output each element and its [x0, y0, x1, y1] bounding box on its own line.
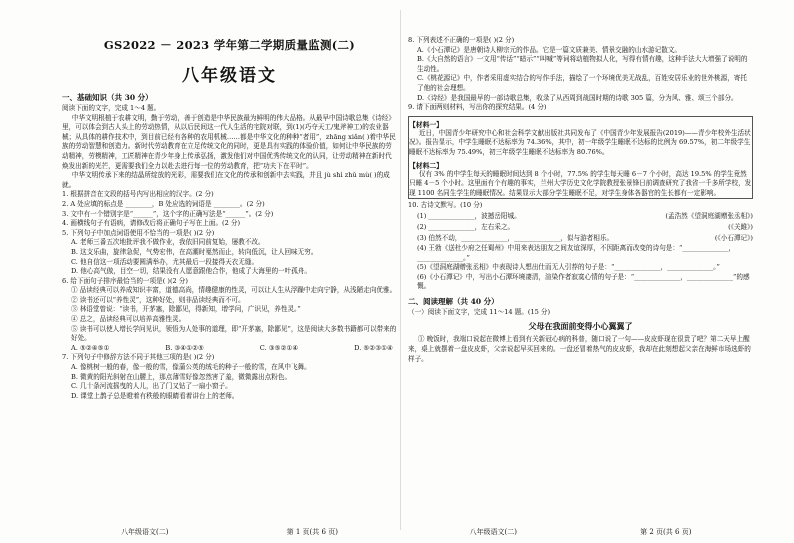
- story-title: 父母在我面前变得小心翼翼了: [528, 321, 633, 332]
- option-d: D. 课堂上鹊子总是瞪着有秩般的眼睛看着讲台上的老师。: [71, 391, 239, 400]
- fill-text: (3) 伯然不动，______________，______________，似与游者相乐。: [417, 233, 614, 242]
- material-2-text: 仅有 3% 的中学生每天的睡眠时间达到 8 个小时，77.5% 的学生每天睡 6－7 个小时，高达 19.5% 的学生竟然只睡 4－5 个小时。这里面有个有趣的事实，兰州大学历史文化学院教授张景锋日前调查研究了我省一千多所学校，发现 1100 名同生学生的睡眠情况。结果显示大部分学生睡眠不足，对学生身体各器官的生长都有一定影响。: [409, 169, 752, 197]
- subject-title: 八年级语文: [182, 66, 277, 86]
- page-1: [62, 0, 397, 543]
- passage-paragraph: 中华文明传承下来的结晶所绽放的光彩，需要我们在文化的传承和创新中去实践，并且 jù shì zhǔ mù( )的成就。: [62, 171, 390, 189]
- question-1: 1. 根据拼音在文段的括号内写出相应的汉字。(2 分): [62, 190, 214, 199]
- question-6: 6. 给下面句子排序最恰当的一项是( )(2 分): [62, 276, 188, 285]
- question-7: 7. 下列句子中修辞方法不同于其他三项的是( )(2 分): [62, 353, 215, 362]
- option-d: D. 他心高气傲，目空一切，结果没有人愿意跟他合作，他成了大海里的一叶孤舟。: [71, 267, 312, 276]
- option-b: B.《大自然的语言》一文用“传话”“暗示”“叫喊”等词将动植物拟人化，写得有情有趣，这种手法大大增强了说明的生动性。: [417, 55, 748, 73]
- poem-fill-line: [408, 211, 753, 222]
- column-divider: [400, 10, 401, 530]
- fill-text: (2) ______________，左右采之。: [417, 222, 515, 231]
- material-box: [408, 116, 753, 200]
- question-6-options: [62, 344, 397, 354]
- sentence-item: ① 品读经典可以养成知识丰富，道德高尚，情趣健康的性灵，可以让人生从浮躁中走向宁静，从浅陋走向优雅。: [71, 286, 397, 295]
- poem-fill-line: (6)《小石潭记》中，写出小石潭环境凄清，渲染作者寂寞心情的句子是：“______________，______________”的感慨。: [417, 272, 750, 291]
- footer-subject: 八年级语文(二): [469, 528, 518, 536]
- footer-page-number: 第 1 页(共 6 页): [286, 528, 338, 536]
- option-b: B. 这支乐曲，旋律急促，气势宏伟，在高潮时戛然而止，转向低沉，让人回味无穷。: [71, 247, 318, 256]
- story-paragraph: ① 晚饭时，我端口说起在微博上看到有关新冠心病的科普，随口说了一句——皮皮虾现在很贵了吧？第二天早上醒来，桌上就摆着一盘皮皮虾，父亲说起早买回来的。一盘还冒着热气的皮皮虾，我却在此刻想起父亲在海鲜市场选虾的样子。: [408, 335, 751, 363]
- fill-source: (《关雎》): [728, 222, 753, 231]
- sentence-item: ④ 总之，品读经典可以培养高雅性灵。: [71, 315, 186, 324]
- fill-source: (《小石潭记》): [714, 233, 753, 242]
- passage-paragraph: 中华文明根植于农耕文明，勤于劳动，善于创造是中华民族最为鲜明的伟大品格。从最早中国诗歌总集《诗经》里，可以体会到古人头上的劳动热情，从以后民间这一代人生活的宅院对联，到(1)(巧夺天工/鬼斧神工)的农业器械；从具体的耕作技术中，到目前已经有各种的农用机械……都是中华文化的种种“者用”，zhāng xiǎn( )着中华民族的劳动智慧和创造力。新时代劳动教育在立足传统文化的同时，更是具有实践的体验价值，如何让中华民族的劳动精神，劳模精神，工匠精神在青少年身上传承弘扬，激发他们对中国优秀传统文化的认同，让劳动精神在新时代焕发出新的光芒，更需要我们全力以赴去进行每一位的劳动教育，把“功夫下在平时”。: [62, 113, 396, 170]
- option-b: B. ③④①②⑤: [165, 343, 204, 352]
- option-c: C.《桃花源记》中，作者采用虚实结合的写作手法，描绘了一个环境优美无战乱，百姓安居乐业的世外桃源，寄托了他的社会理想。: [417, 74, 747, 92]
- option-a: A. 老师三番五次地批评我不做作业，我依旧同前复始，屡教不改。: [71, 238, 265, 247]
- poem-fill-line: (4) 王勃《送杜少府之任蜀州》中用来表达朋友之间友谊深厚，不因距离而改变的诗句是：“______________，______________。”: [417, 243, 736, 262]
- material-1-text: 近日，中国青少年研究中心和社会科学文献出版社共同发布了《中国青少年发展报告(2019)——青少年校外生活状况》。报告显示，中学生睡眠不达标率为 74.36%，其中，初一年级学生睡眠不达标的比例为 69.57%，初二年级学生睡眠不达标率为 75.49%，初三年级学生睡眠不达标率为 80.76%。: [409, 128, 751, 156]
- poem-fill-line: [408, 233, 753, 244]
- section-basic-knowledge: 一、基础知识（共 30 分）: [62, 93, 153, 102]
- option-a: A. 像桃树一般的春，像一般的雪，像蒲公英的绒毛的种子一般的雪，在风中飞舞。: [71, 363, 311, 372]
- option-c: C. 几十条河流摇曳的人儿，出了门又钻了一扇小窗子。: [71, 382, 232, 391]
- question-10: 10. 古诗文默写。(10 分): [408, 201, 483, 210]
- reading-instruction: （一）阅读下面文字，完成 11～14 题。(15 分): [408, 307, 551, 316]
- question-8: 8. 下列表述不正确的一项是( )(2 分): [408, 36, 515, 44]
- material-2-title: 【材料二】: [409, 161, 443, 170]
- option-c: C. 他自信这一项活动要圆满举办，尤其最后一段接得天衣无缝。: [71, 257, 259, 266]
- question-2: 2. A 处应填的标点是 ________，B 处应选的词语是 ________。(2 分): [62, 199, 265, 208]
- question-9: 9. 请下面两则材料，写出你的探究结果。(4 分): [408, 103, 547, 112]
- footer-page-number: 第 2 页(共 6 页): [640, 528, 692, 536]
- option-a: A. ⑤②④⑤①: [71, 343, 110, 352]
- exam-title: GS2022 － 2023 学年第二学期质量监测(二): [103, 38, 356, 52]
- page-footer: [62, 527, 397, 537]
- sentence-item: ② 读书还可以“养性灵”，这种好处，则非品读经典而不可。: [71, 295, 245, 304]
- page-footer: [408, 527, 753, 537]
- reading-instruction: 阅读下面的文字，完成 1～4 题。: [62, 104, 161, 112]
- section-reading: 二、阅读理解（共 40 分）: [408, 296, 499, 306]
- poem-fill-line: [408, 222, 753, 233]
- option-b: B. 微黄的阳光斜射在山腰上，那点薄雪好像忽然害了羞，微微露出点粉色。: [71, 372, 292, 381]
- option-a: A.《小石潭记》是唐朝诗人柳宗元的作品。它是一篇文质兼美、情景交融的山水游记散文。: [417, 45, 682, 54]
- option-d: D.《诗经》是我国最早的一部诗歌总集，收录了从西周到战国时期的诗歌 305 篇，分为风、雅、颂三个部分。: [417, 93, 738, 102]
- material-1-title: 【材料一】: [409, 120, 443, 129]
- question-4: 4. 画横线句子有语病，请修改后将正确句子写在上面。(2 分): [62, 219, 241, 228]
- question-5: 5. 下列句子中加点词语使用不恰当的一项是( )(2 分): [62, 228, 215, 237]
- sentence-item: ③ 林语堂曾说：“读书，开茅塞，除鄙见，得新知，增学问，广识见，养性灵。”: [71, 305, 301, 314]
- option-d: D. ⑤②③①④: [354, 343, 393, 352]
- option-c: C. ③⑤②①④: [259, 343, 299, 352]
- sentence-item: ⑤ 读书可以使人增长学问见识，领悟为人处事的道理，即“开茅塞，除鄙见”，这是阅读大多数书籍都可以带来的好处。: [71, 324, 397, 343]
- fill-source: (孟浩然《望洞庭湖赠张丞相》): [665, 211, 753, 220]
- poem-fill-line: (5)《望洞庭湖赠张丞相》中表现诗人想出仕而无人引荐的句子是：“______________，______________。”: [417, 263, 720, 272]
- question-3: 3. 文中有一个错别字是“______”，这个字的正确写法是“______”。(2 分): [62, 209, 274, 218]
- page-2: [408, 0, 753, 543]
- fill-text: (1) ______________，波撼岳阳城。: [417, 211, 521, 220]
- footer-subject: 八年级语文(二): [121, 528, 169, 536]
